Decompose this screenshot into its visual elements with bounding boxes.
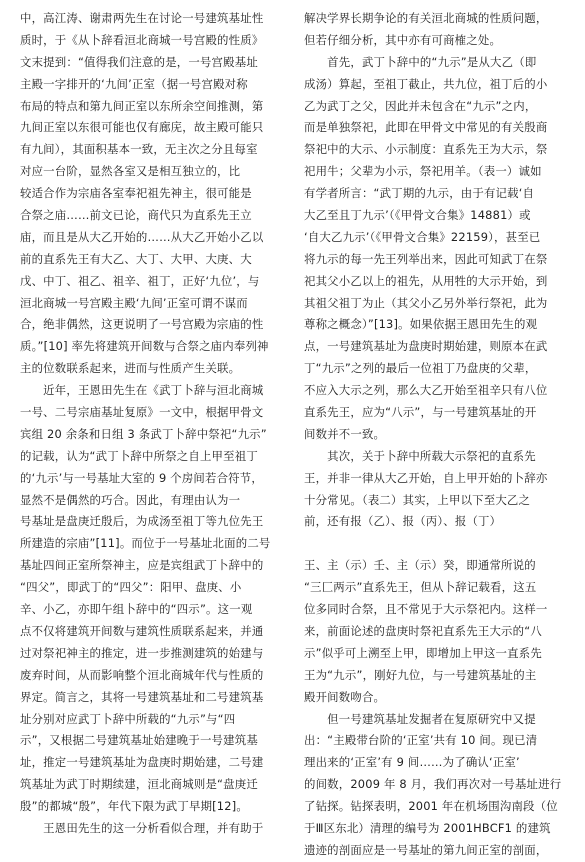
text-line: 来，前面论述的盘庚时祭祀直系先王大示的“八 bbox=[304, 623, 542, 638]
text-line: 布局的特点和第九间正室以东所余空间推测，第 bbox=[20, 98, 264, 113]
text-line: 其次，关于卜辞中所载大示祭祀的直系先 bbox=[304, 448, 536, 463]
text-line: 祭祀中的大示、小示制度：直系先王为大示，祭 bbox=[304, 142, 548, 157]
text-line: 但若仔细分析，其中亦有可商榷之处。 bbox=[304, 32, 502, 47]
text-line: 王，并非一律从大乙开始，自上甲开始的卜辞亦 bbox=[304, 470, 548, 485]
text-line: 筑基址为武丁时期续建，洹北商城则是“盘庚迁 bbox=[20, 777, 258, 792]
paragraph bbox=[304, 8, 566, 52]
text-line: 文末提到：“值得我们注意的是，一号宫殿基址 bbox=[20, 54, 258, 69]
text-line: 十分常见。（表二）其实，上甲以下至大乙之 bbox=[304, 492, 531, 507]
text-line: 但一号建筑基址发掘者在复原研究中又提 bbox=[304, 711, 536, 726]
text-line: 废弃时间，从而影响整个洹北商城年代与性质的 bbox=[20, 667, 264, 682]
text-line: 一号、二号宗庙基址复原》一文中，根据甲骨文 bbox=[20, 405, 264, 420]
text-line: 较适合作为宗庙各室奉祀祖先神主，很可能是 bbox=[20, 186, 252, 201]
text-line: 前，还有报（乙）、报（丙）、报（丁） bbox=[304, 514, 502, 529]
text-line: 尊称之概念）”[13]。如果依据王恩田先生的观 bbox=[304, 317, 538, 332]
text-line: 庙，而且是从大乙开始的……从大乙开始小乙以 bbox=[20, 229, 264, 244]
text-line: 间数并不一致。 bbox=[304, 426, 386, 441]
text-line: 的间数，2009 年 8 月，我们再次对一号基址进行 bbox=[304, 777, 562, 792]
text-line: 祀用牛；父辈为小示，祭祀用羊。（表一）诚如 bbox=[304, 164, 542, 179]
text-line: 祀其父小乙以上的祖先，从用牲的大示开始，到 bbox=[304, 273, 548, 288]
text-line: 王、主（示）壬、主（示）癸，即通常所说的 bbox=[304, 558, 536, 573]
right-text-column bbox=[304, 8, 566, 862]
text-line: 过对祭祀神主的推定，进一步推测建筑的始建与 bbox=[20, 645, 264, 660]
text-line: 示”似乎可上溯至上甲，即增加上甲这一直系先 bbox=[304, 645, 542, 660]
text-line: 界定。简言之，其将一号建筑基址和二号建筑基 bbox=[20, 689, 264, 704]
text-line: ‘自大乙九示’（《甲骨文合集》22159），甚至已 bbox=[304, 229, 541, 244]
text-line: 乙为武丁之父，因此并未包含在“九示”之内， bbox=[304, 98, 537, 113]
text-line: 解决学界长期争论的有关洹北商城的性质问题， bbox=[304, 11, 548, 25]
text-line: 殷”的都城“殷”，年代下限为武丁早期[12]。 bbox=[20, 799, 248, 814]
text-line: 直系先王，应为“八示”，与一号建筑基址的开 bbox=[304, 405, 537, 420]
text-line: 址，推定一号建筑基址为盘庚时期始建，二号建 bbox=[20, 755, 264, 770]
text-line: 于Ⅲ区东北）清理的编号为 2001HBCF1 的建筑 bbox=[304, 820, 551, 835]
text-line: “三匚两示”直系先王，但从卜辞记载看，这五 bbox=[304, 580, 537, 595]
text-line: 殿开间数吻合。 bbox=[304, 689, 386, 704]
text-line: 对应一台阶，显然各室又是相互独立的，比 bbox=[20, 164, 241, 179]
text-line: 大乙至且丁九示’（《甲骨文合集》14881）或 bbox=[304, 208, 531, 223]
text-line: 将九示的每一先王列举出来，因此可知武丁在祭 bbox=[304, 251, 548, 266]
text-line: 所建造的宗庙”[11]。而位于一号基址北面的二号 bbox=[20, 536, 271, 551]
text-line: 有学者所言：“武丁期的九示，由于有记载‘自 bbox=[304, 186, 535, 201]
text-line: 其祖父祖丁为止（其父小乙另外举行祭祀，此为 bbox=[304, 295, 548, 310]
text-line: 中，高江涛、谢肃两先生在讨论一号建筑基址性 bbox=[20, 11, 264, 25]
text-line: 出：“主殿带台阶的‘正室’共有 10 间。现已清 bbox=[304, 733, 538, 748]
paragraph bbox=[304, 52, 566, 446]
text-line: 点不仅将建筑开间数与建筑性质联系起来，并通 bbox=[20, 623, 264, 638]
text-line: 合祭之庙……前文已论，商代只为直系先王立 bbox=[20, 208, 252, 223]
text-line: 戊、中丁、祖乙、祖辛、祖丁，正好‘九位’，与 bbox=[20, 273, 260, 288]
text-line: 而是单独祭祀，此即在甲骨文中常见的有关殷商 bbox=[304, 120, 548, 135]
text-line: 基址四间正室所祭神主，应是宾组武丁卜辞中的 bbox=[20, 558, 264, 573]
text-line: 的‘九示’与一号基址大室的 9 个房间若合符节， bbox=[20, 470, 263, 485]
paragraph bbox=[304, 709, 566, 862]
paragraph bbox=[20, 8, 282, 380]
text-line: 主的位数联系起来，进而与性质产生关联。 bbox=[20, 361, 241, 376]
text-line: 近年，王恩田先生在《武丁卜辞与洹北商城 bbox=[20, 383, 264, 398]
text-line: 洹北商城一号宫殿主殿‘九间’正室可谓不谋而 bbox=[20, 295, 248, 310]
text-line: 辛、小乙，亦即午组卜辞中的“四示”。这一观 bbox=[20, 602, 253, 617]
text-line: 质。”[10] 率先将建筑开间数与合祭之庙内奉列神 bbox=[20, 339, 269, 354]
left-text-column bbox=[20, 8, 282, 840]
text-line: 点，一号建筑基址为盘庚时期始建，则原本在武 bbox=[304, 339, 548, 354]
text-line: 的记载，认为“武丁卜辞中所祭之自上甲至祖丁 bbox=[20, 448, 258, 463]
text-line: 前的直系先王有大乙、大丁、大甲、大庚、大 bbox=[20, 251, 252, 266]
paragraph bbox=[20, 818, 282, 840]
text-line: 示”，又根据二号建筑基址始建晚于一号建筑基 bbox=[20, 733, 258, 748]
text-line: 有九间），其面积基本一致，无主次之分且每室 bbox=[20, 142, 258, 157]
text-line: 址分别对应武丁卜辞中所载的“九示”与“四 bbox=[20, 711, 236, 726]
text-line: 号基址是盘庚迁殷后，为成汤至祖丁等九位先王 bbox=[20, 514, 264, 529]
text-line: 遗迹的剖面应是一号基址的第九间正室的剖面， bbox=[304, 842, 548, 857]
text-line: 合，绝非偶然，这更说明了一号宫殿为宗庙的性 bbox=[20, 317, 264, 332]
text-line: 位多同时合祭，且不常见于大示祭祀内。这样一 bbox=[304, 602, 548, 617]
text-line: 理出来的‘正室’有 9 间……为了确认‘正室’ bbox=[304, 755, 520, 770]
paragraph bbox=[20, 380, 282, 818]
text-line bbox=[304, 533, 566, 555]
text-line: “四父”，即武丁的“四父”：阳甲、盘庚、小 bbox=[20, 580, 242, 595]
text-line: 不应入大示之列，那么大乙开始至祖辛只有八位 bbox=[304, 383, 548, 398]
text-line: 成汤）算起，至祖丁截止，共九位，祖丁后的小 bbox=[304, 76, 548, 91]
text-line: 了钻探。钻探表明，2001 年在机场围沟南段（位 bbox=[304, 799, 558, 814]
text-line: 丁“九示”之列的最后一位祖丁乃盘庚的父辈， bbox=[304, 361, 537, 376]
text-line: 宾组 20 余条和日组 3 条武丁卜辞中祭祀“九示” bbox=[20, 426, 267, 441]
text-line: 王恩田先生的这一分析看似合理，并有助于 bbox=[20, 820, 264, 835]
text-line: 首先，武丁卜辞中的“九示”是从大乙（即 bbox=[304, 54, 537, 69]
paragraph bbox=[304, 446, 566, 709]
text-line: 质时，于《从卜辞看洹北商城一号宫殿的性质》 bbox=[20, 32, 264, 47]
text-line: 显然不是偶然的巧合。因此，有理由认为一 bbox=[20, 492, 241, 507]
text-line: 主殿一字排开的‘九间’正室（据一号宫殿对称 bbox=[20, 76, 248, 91]
text-line: 九间正室以东很可能也仅有廊庑，故主殿可能只 bbox=[20, 120, 264, 135]
text-line: 王为“九示”，刚好九位，与一号建筑基址的主 bbox=[304, 667, 537, 682]
